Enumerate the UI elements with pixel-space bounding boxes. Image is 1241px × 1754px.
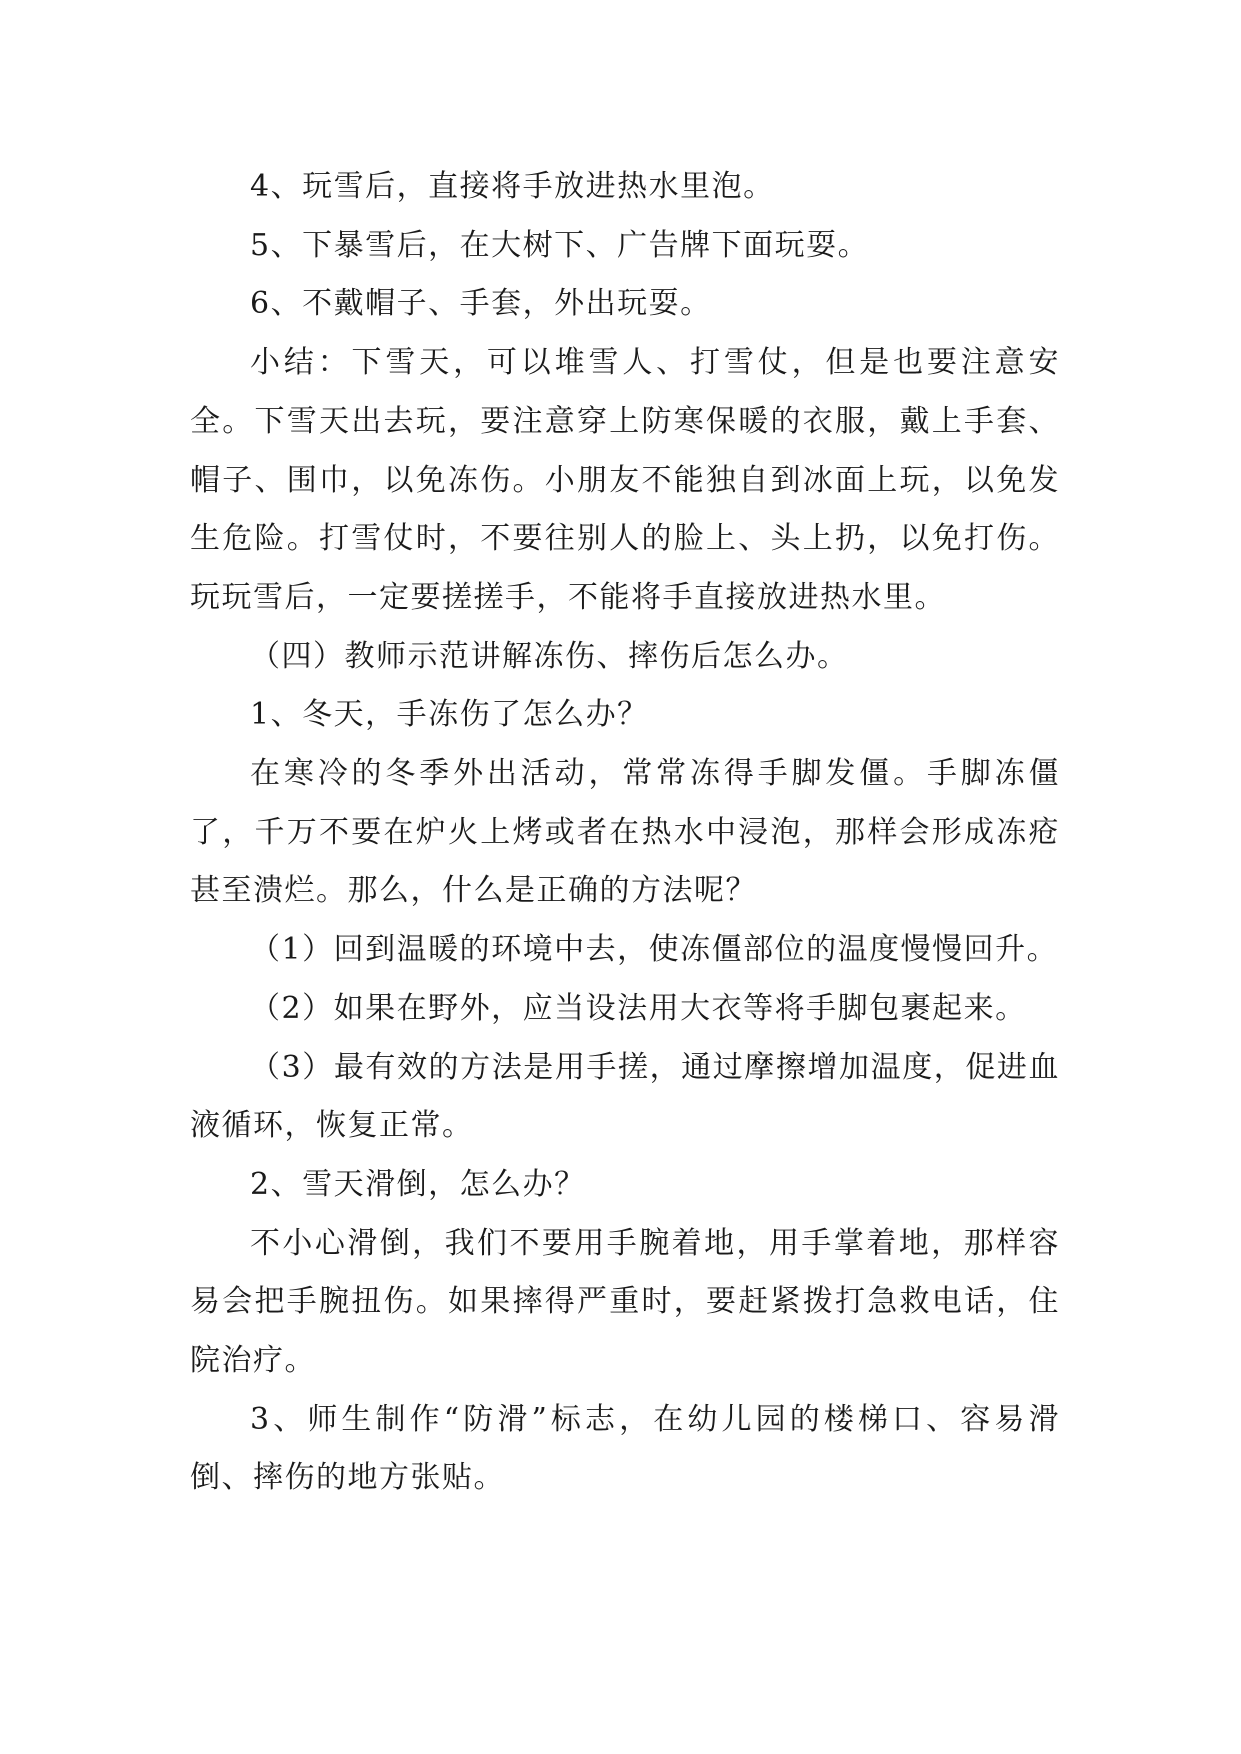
step-2: （2）如果在野外，应当设法用大衣等将手脚包裹起来。 (250, 990, 1027, 1026)
paragraph-summary: 小结：下雪天，可以堆雪人、打雪仗，但是也要注意安全。下雪天出去玩，要注意穿上防寒保暖的衣服，戴上手套、帽子、围巾，以免冻伤。小朋友不能独自到冰面上玩，以免发生危险。打雪仗时，不要往别人的脸上、头上扔，以免打伤。玩玩雪后，一定要搓搓手，不能将手直接放进热水里。 (190, 345, 1060, 615)
paragraph-item-4: 4、玩雪后，直接将手放进热水里泡。 (250, 169, 775, 204)
paragraph-slip-advice: 不小心滑倒，我们不要用手腕着地，用手掌着地，那样容易会把手腕扭伤。如果摔得严重时，要赶紧拨打急救电话，住院治疗。 (190, 1225, 1060, 1379)
paragraph-item-6: 6、不戴帽子、手套，外出玩耍。 (250, 286, 712, 322)
paragraph-item-5: 5、下暴雪后，在大树下、广告牌下面玩耍。 (250, 227, 870, 263)
section-heading-four: （四）教师示范讲解冻伤、摔伤后怎么办。 (250, 638, 849, 674)
paragraph-frostbite-intro: 在寒冷的冬季外出活动，常常冻得手脚发僵。手脚冻僵了，千万不要在炉火上烤或者在热水中浸泡，那样会形成冻疮甚至溃烂。那么，什么是正确的方法呢？ (190, 756, 1060, 909)
step-1: （1）回到温暖的环境中去，使冻僵部位的温度慢慢回升。 (250, 932, 1059, 968)
document-body (190, 158, 1060, 1508)
paragraph-anti-slip-sign: 3、师生制作“防滑”标志，在幼儿园的楼梯口、容易滑倒、摔伤的地方张贴。 (190, 1401, 1060, 1496)
question-slip: 2、雪天滑倒，怎么办？ (250, 1166, 586, 1202)
step-3: （3）最有效的方法是用手搓，通过摩擦增加温度，促进血液循环，恢复正常。 (190, 1049, 1060, 1144)
question-frostbite: 1、冬天，手冻伤了怎么办？ (250, 697, 649, 733)
